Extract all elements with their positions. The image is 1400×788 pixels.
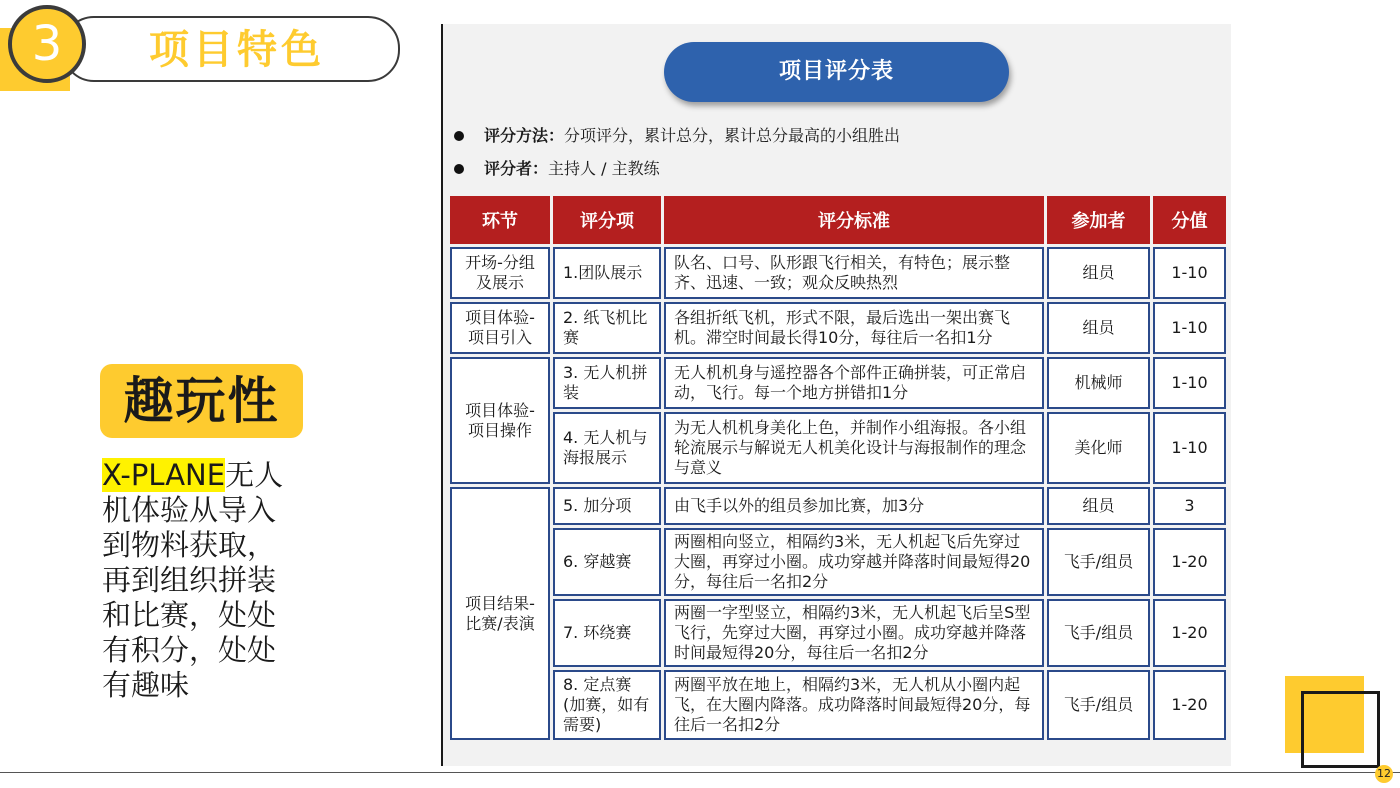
- bullet-dot-icon: [454, 164, 464, 174]
- criteria-cell: 无人机机身与遥控器各个部件正确拼装，可正常启动，飞行。每一个地方拼错扣1分: [664, 357, 1044, 409]
- table-row: [450, 670, 1226, 740]
- score-cell: 1-10: [1153, 302, 1226, 354]
- score-cell: 1-20: [1153, 599, 1226, 667]
- stage-cell: 项目结果-比赛/表演: [450, 487, 550, 740]
- item-cell: 5. 加分项: [553, 487, 661, 525]
- criteria-cell: 两圈相向竖立，相隔约3米，无人机起飞后先穿过大圈，再穿过小圈。成功穿越并降落时间最短得20分，每往后一名扣2分: [664, 528, 1044, 596]
- criteria-cell: 两圈平放在地上，相隔约3米，无人机从小圈内起飞，在大圈内降落。成功降落时间最短得20分，每往后一名扣2分: [664, 670, 1044, 740]
- table-header-row: [450, 196, 1226, 244]
- participant-cell: 飞手/组员: [1047, 599, 1150, 667]
- item-cell: 4. 无人机与海报展示: [553, 412, 661, 484]
- score-cell: 1-20: [1153, 670, 1226, 740]
- item-cell: 8. 定点赛(加赛，如有需要): [553, 670, 661, 740]
- corner-decoration-frame: [1301, 691, 1380, 768]
- item-cell: 2. 纸飞机比赛: [553, 302, 661, 354]
- header-score: 分值: [1153, 196, 1226, 244]
- bottom-rule: [0, 772, 1400, 773]
- bullet-scoring-method: 评分方法：分项评分，累计总分，累计总分最高的小组胜出: [454, 124, 900, 148]
- scoring-table: [447, 193, 1229, 743]
- item-cell: 3. 无人机拼装: [553, 357, 661, 409]
- section-number: 3: [8, 5, 86, 83]
- header-stage: 环节: [450, 196, 550, 244]
- stage-cell: 项目体验-项目引入: [450, 302, 550, 354]
- participant-cell: 组员: [1047, 247, 1150, 299]
- feature-badge: 趣玩性: [100, 364, 303, 438]
- header-criteria: 评分标准: [664, 196, 1044, 244]
- header-participant: 参加者: [1047, 196, 1150, 244]
- score-cell: 3: [1153, 487, 1226, 525]
- panel-title: 项目评分表: [664, 42, 1009, 102]
- participant-cell: 飞手/组员: [1047, 528, 1150, 596]
- table-row: [450, 302, 1226, 354]
- table-row: [450, 357, 1226, 409]
- criteria-cell: 队名、口号、队形跟飞行相关，有特色；展示整齐、迅速、一致；观众反映热烈: [664, 247, 1044, 299]
- participant-cell: 飞手/组员: [1047, 670, 1150, 740]
- participant-cell: 美化师: [1047, 412, 1150, 484]
- bullet-dot-icon: [454, 131, 464, 141]
- table-row: [450, 528, 1226, 596]
- item-cell: 1.团队展示: [553, 247, 661, 299]
- stage-cell: 项目体验-项目操作: [450, 357, 550, 484]
- item-cell: 6. 穿越赛: [553, 528, 661, 596]
- feature-highlight: X-PLANE: [102, 458, 226, 492]
- stage-cell: 开场-分组及展示: [450, 247, 550, 299]
- table-row: [450, 599, 1226, 667]
- criteria-cell: 各组折纸飞机，形式不限，最后选出一架出赛飞机。滞空时间最长得10分，每往后一名扣1分: [664, 302, 1044, 354]
- item-cell: 7. 环绕赛: [553, 599, 661, 667]
- feature-description: [102, 458, 292, 703]
- participant-cell: 组员: [1047, 302, 1150, 354]
- criteria-cell: 由飞手以外的组员参加比赛，加3分: [664, 487, 1044, 525]
- feature-description-text: 无人机体验从导入到物料获取，再到组织拼装和比赛，处处有积分，处处有趣味: [102, 458, 284, 702]
- participant-cell: 机械师: [1047, 357, 1150, 409]
- section-title: 项目特色: [149, 27, 325, 73]
- page-number: 12: [1375, 765, 1393, 783]
- table-row: [450, 247, 1226, 299]
- participant-cell: 组员: [1047, 487, 1150, 525]
- bullet-scorer: 评分者：主持人 / 主教练: [454, 157, 660, 181]
- header-item: 评分项: [553, 196, 661, 244]
- score-cell: 1-10: [1153, 247, 1226, 299]
- criteria-cell: 两圈一字型竖立，相隔约3米，无人机起飞后呈S型飞行，先穿过大圈，再穿过小圈。成功穿越并降落时间最短得20分，每往后一名扣2分: [664, 599, 1044, 667]
- score-cell: 1-20: [1153, 528, 1226, 596]
- criteria-cell: 为无人机机身美化上色，并制作小组海报。各小组轮流展示与解说无人机美化设计与海报制作的理念与意义: [664, 412, 1044, 484]
- score-cell: 1-10: [1153, 412, 1226, 484]
- score-cell: 1-10: [1153, 357, 1226, 409]
- table-row: [450, 412, 1226, 484]
- table-row: [450, 487, 1226, 525]
